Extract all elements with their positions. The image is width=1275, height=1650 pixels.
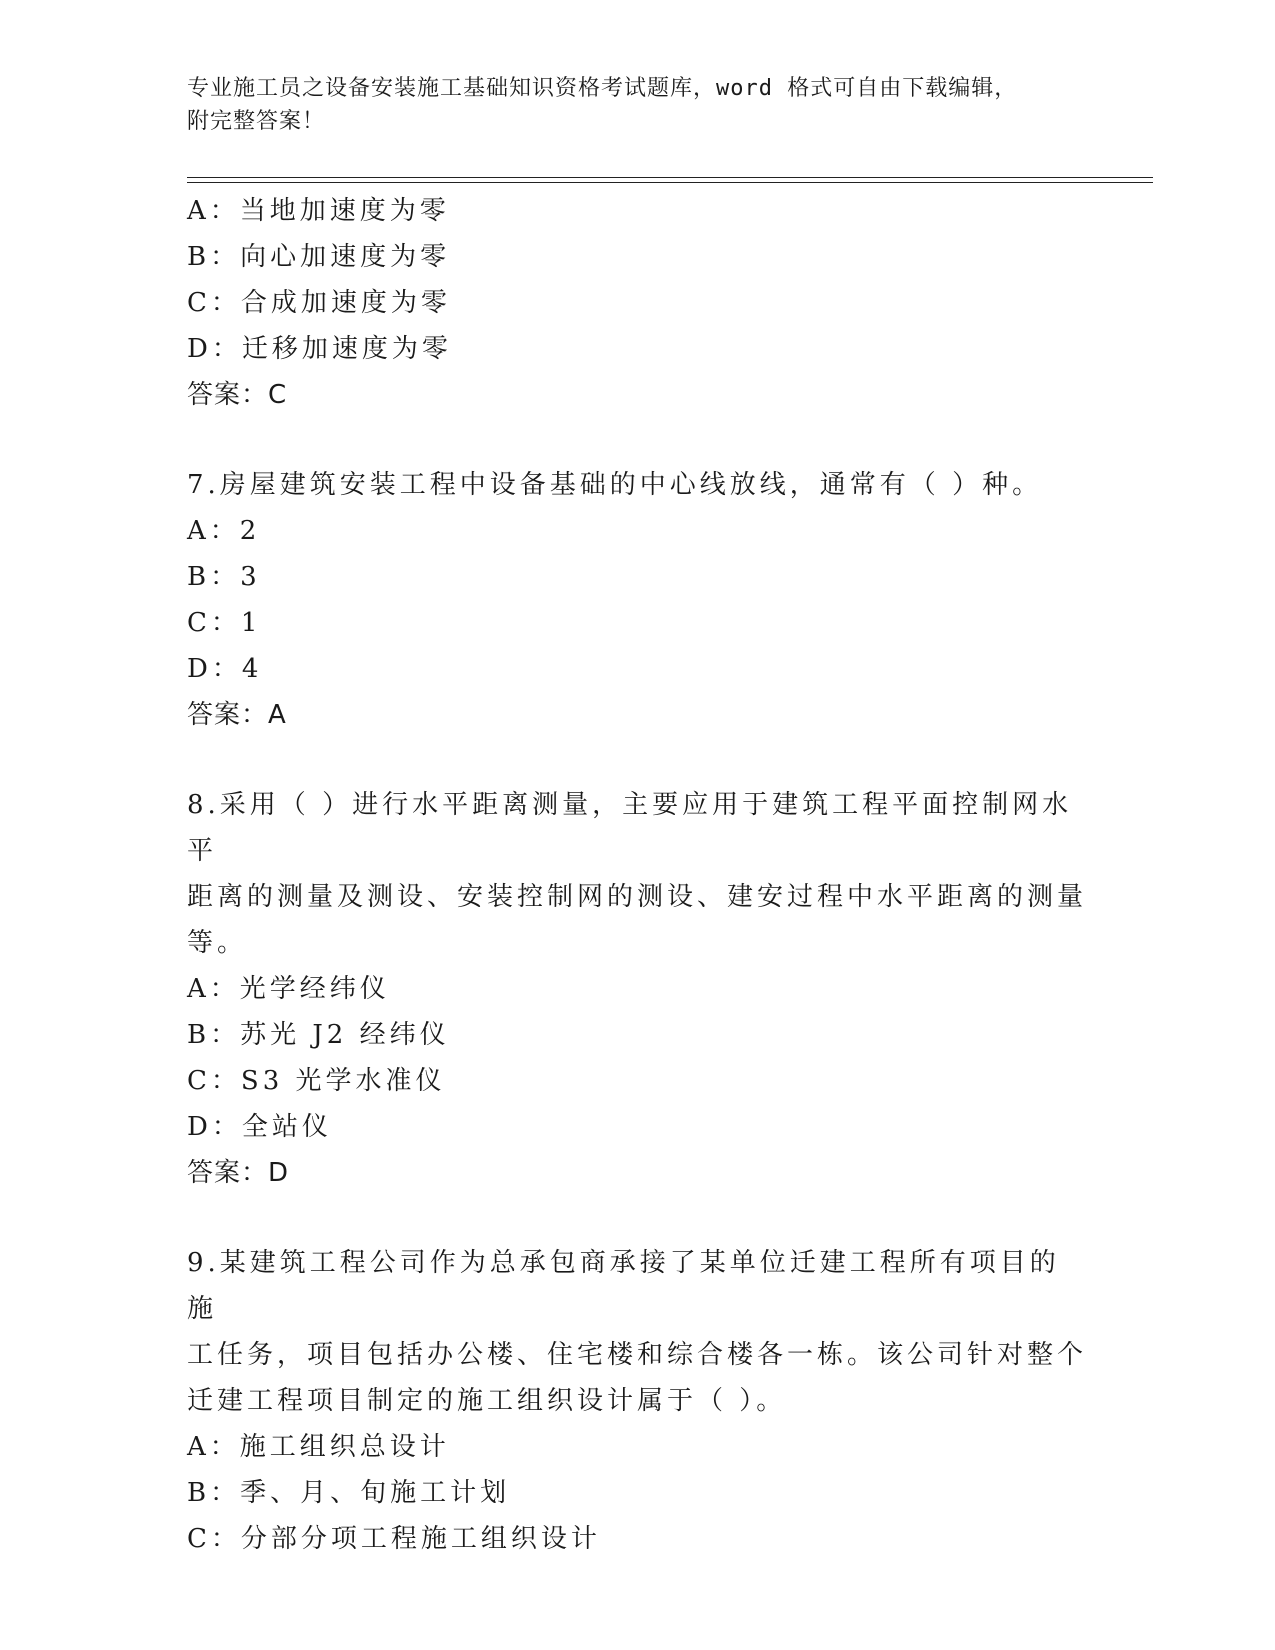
question-text-line: 9.某建筑工程公司作为总承包商承接了某单位迁建工程所有项目的施 [187, 1248, 1060, 1324]
option-d: D：全站仪 [187, 1112, 332, 1142]
question-text-line: 8.采用（ ）进行水平距离测量，主要应用于建筑工程平面控制网水平 [187, 790, 1073, 866]
document-header [187, 72, 1087, 138]
spacer [187, 1196, 1087, 1240]
header-line-2: 附完整答案！ [187, 109, 326, 134]
question-6 [187, 188, 1087, 418]
question-text-line: 工任务，项目包括办公楼、住宅楼和综合楼各一栋。该公司针对整个 [187, 1340, 1088, 1370]
header-divider-bottom [187, 182, 1153, 183]
option-a: A：光学经纬仪 [187, 974, 390, 1004]
header-divider-top [187, 177, 1153, 178]
option-c: C：S3 光学水准仪 [187, 1066, 446, 1096]
spacer [187, 738, 1087, 782]
option-c: C：分部分项工程施工组织设计 [187, 1524, 601, 1554]
header-line-1: 专业施工员之设备安装施工基础知识资格考试题库，word 格式可自由下载编辑， [187, 76, 1018, 101]
question-text-line: 距离的测量及测设、安装控制网的测设、建安过程中水平距离的测量 [187, 882, 1088, 912]
question-text: 7.房屋建筑安装工程中设备基础的中心线放线，通常有（ ）种。 [187, 470, 1043, 500]
option-b: B：向心加速度为零 [187, 242, 451, 272]
answer: 答案：A [187, 700, 287, 730]
option-d: D：迁移加速度为零 [187, 334, 452, 364]
question-7 [187, 462, 1087, 738]
option-c: C：合成加速度为零 [187, 288, 451, 318]
option-a: A：当地加速度为零 [187, 196, 450, 226]
spacer [187, 418, 1087, 462]
option-b: B：苏光 J2 经纬仪 [187, 1020, 450, 1050]
option-b: B：3 [187, 562, 261, 592]
answer: 答案：D [187, 1158, 290, 1188]
question-text-line: 迁建工程项目制定的施工组织设计属于（ ）。 [187, 1386, 787, 1416]
option-c: C：1 [187, 608, 262, 638]
option-b: B：季、月、旬施工计划 [187, 1478, 511, 1508]
question-8 [187, 782, 1087, 1196]
question-list [187, 188, 1087, 1562]
question-text-line: 等。 [187, 928, 248, 958]
question-9 [187, 1240, 1087, 1562]
answer: 答案：C [187, 380, 288, 410]
option-a: A：施工组织总设计 [187, 1432, 450, 1462]
option-d: D：4 [187, 654, 263, 684]
option-a: A：2 [187, 516, 261, 546]
